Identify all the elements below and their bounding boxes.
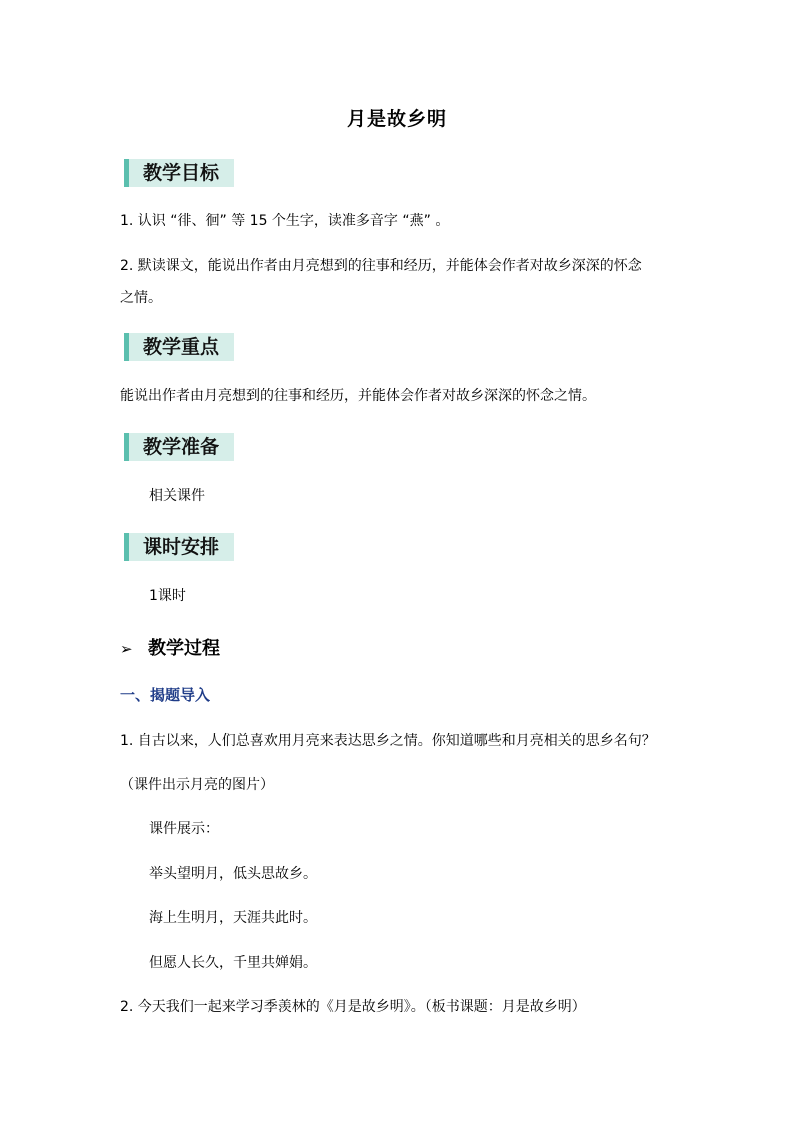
process-heading-label: 教学过程 xyxy=(148,638,220,659)
part1-heading: 一、揭题导入 xyxy=(120,686,211,704)
part1-item-1: 1. 自古以来，人们总喜欢用月亮来表达思乡之情。你知道哪些和月亮相关的思乡名句？ xyxy=(120,733,656,749)
courseware-label: 课件展示： xyxy=(149,821,219,837)
section-heading-prep: 教学准备 xyxy=(124,433,234,461)
section-heading-goals: 教学目标 xyxy=(124,159,234,187)
poem-line-1: 举头望明月，低头思故乡。 xyxy=(149,866,317,882)
goal-item-2-line-1: 2. 默读课文，能说出作者由月亮想到的往事和经历，并能体会作者对故乡深深的怀念 xyxy=(120,258,642,274)
goal-item-1: 1. 认识 “徘、徊” 等 15 个生字，读准多音字 “燕” 。 xyxy=(120,213,450,229)
page-title: 月是故乡明 xyxy=(346,108,447,130)
process-heading xyxy=(120,634,220,660)
section-heading-schedule: 课时安排 xyxy=(124,533,234,561)
part1-note: （课件出示月亮的图片） xyxy=(120,777,274,793)
poem-line-3: 但愿人长久，千里共婵娟。 xyxy=(149,955,317,971)
focus-text: 能说出作者由月亮想到的往事和经历，并能体会作者对故乡深深的怀念之情。 xyxy=(120,388,596,404)
schedule-text: 1课时 xyxy=(149,588,186,604)
goal-item-2-line-2: 之情。 xyxy=(120,290,162,306)
arrow-bullet-icon: ➢ xyxy=(120,640,133,658)
part1-item-2: 2. 今天我们一起来学习季羡林的《月是故乡明》。（板书课题：月是故乡明） xyxy=(120,999,586,1015)
prep-text: 相关课件 xyxy=(149,488,205,504)
poem-line-2: 海上生明月，天涯共此时。 xyxy=(149,910,317,926)
section-heading-focus: 教学重点 xyxy=(124,333,234,361)
